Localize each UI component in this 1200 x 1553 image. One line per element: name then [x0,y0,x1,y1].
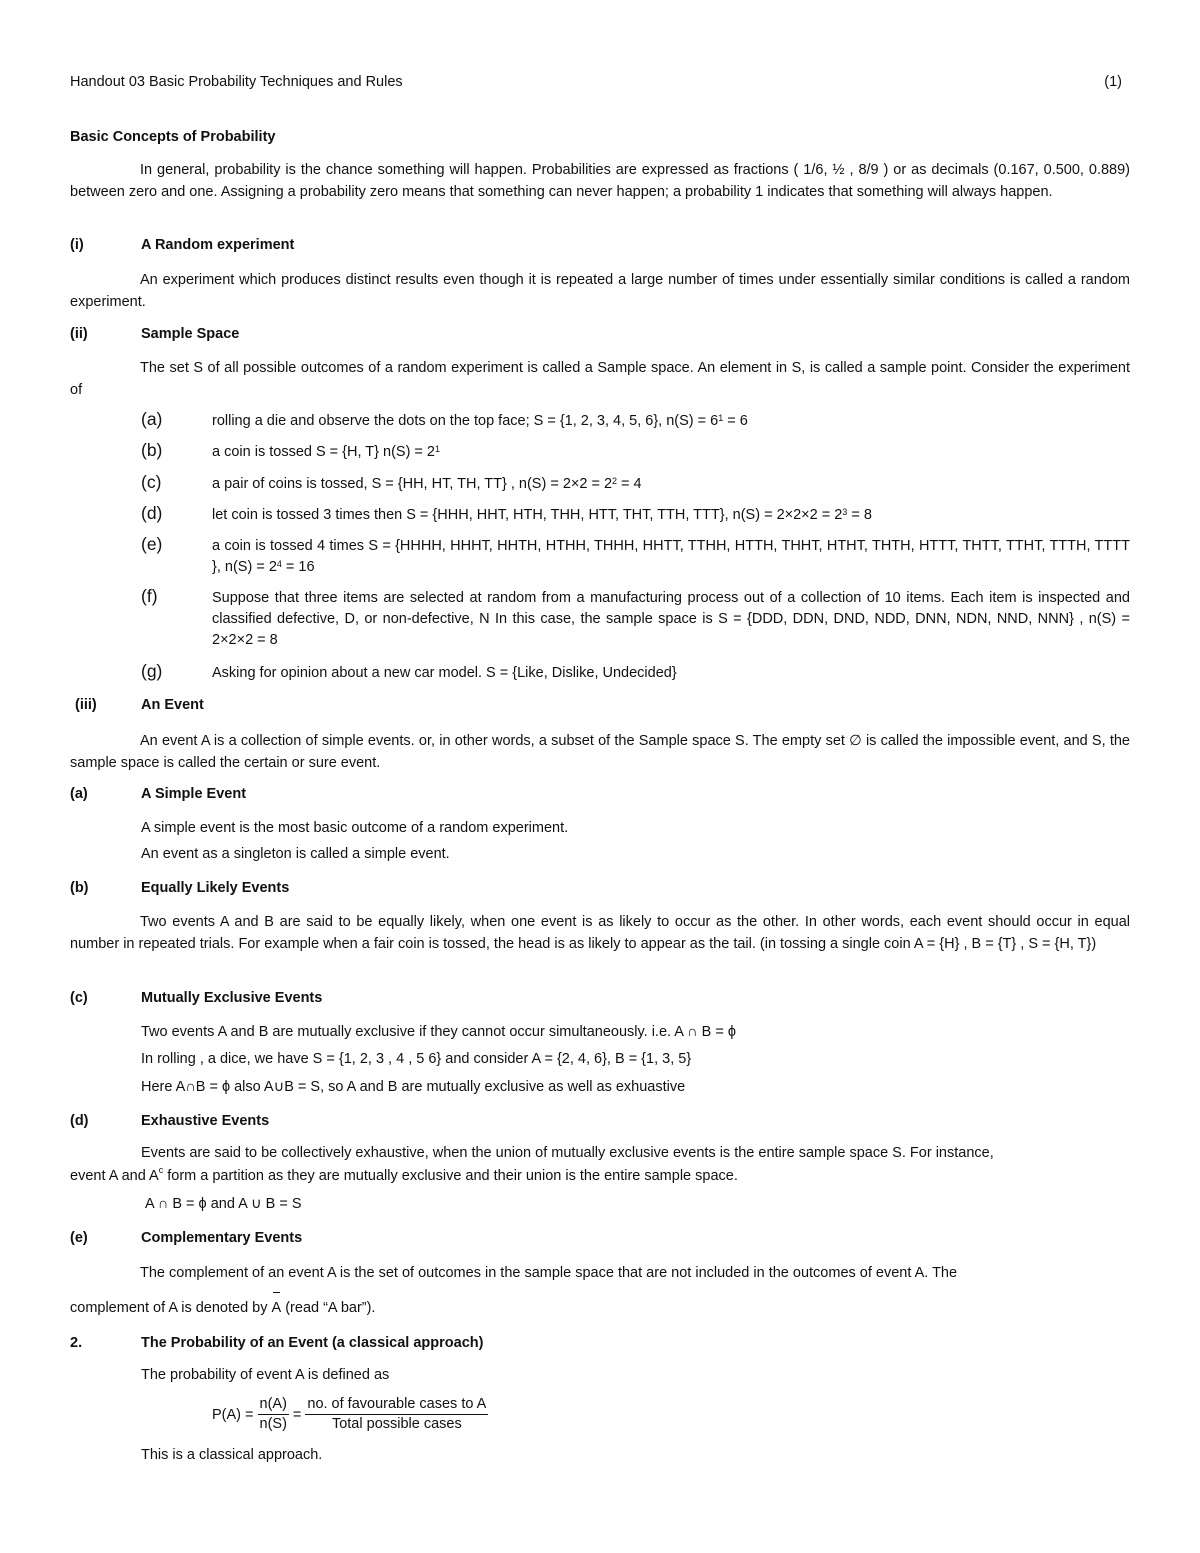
simple-event-line: An event as a singleton is called a simple event. [141,846,450,862]
exhaustive-formula: A ∩ B = ϕ and A ∪ B = S [145,1196,302,1212]
mutually-exclusive-line: In rolling , a dice, we have S = {1, 2, 3 , 4 , 5 6} and consider A = {2, 4, 6}, B = {1, 3, 5} [141,1051,692,1067]
header-title: Handout 03 Basic Probability Techniques and Rules [70,74,403,90]
fraction-denominator: Total possible cases [331,1416,462,1432]
section-number: (b) [70,880,89,896]
example-text: rolling a die and observe the dots on the top face; S = {1, 2, 3, 4, 5, 6}, $n(S) = 6^1 = 6$ [212,413,748,429]
section-number: (i) [70,237,84,253]
example-label: (g) [141,661,163,681]
random-experiment-text: An experiment which produces distinct results even though it is repeated a large number of times under essentially similar conditions is called a random experiment. [70,272,1130,310]
sample-space-text: The set S of all possible outcomes of a random experiment is called a Sample space. An element in S, is called a sample point. Consider the experiment of [70,360,1130,398]
section-title: Exhaustive Events [141,1113,270,1129]
example-label: (e) [141,534,163,554]
probability-formula [212,1395,488,1434]
fraction-numerator: no. of favourable cases to A [305,1395,488,1415]
fraction-denominator: n(S) [259,1416,287,1432]
complementary-text: The complement of an event A is the set of outcomes in the sample space that are not included in the outcomes of event A. The [140,1265,958,1281]
section-title: Mutually Exclusive Events [141,990,323,1006]
example-label: (b) [141,440,163,460]
fraction-cases [305,1395,488,1434]
section-title: Equally Likely Events [141,880,290,896]
example-label: (c) [141,472,162,492]
section-title: A Random experiment [141,237,295,253]
example-text: Asking for opinion about a new car model. S = {Like, Dislike, Undecided} [212,665,677,681]
example-label: (d) [141,503,163,523]
probability-intro: The probability of event A is defined as [141,1367,390,1383]
mutually-exclusive-line: Here A∩B = ϕ also A∪B = S, so A and B are mutually exclusive as well as exhuastive [141,1079,686,1095]
example-text: a coin is tossed S = {H, T} $n(S) = 2^1$ [212,444,441,460]
section-number: (d) [70,1113,89,1129]
fraction-nA-nS [258,1395,289,1434]
example-label: (f) [141,586,158,606]
complementary-text: complement of A is denoted by A (read “A bar”). [70,1300,376,1316]
a-bar-symbol: A [271,1300,282,1316]
section-number: (iii) [75,697,97,713]
mutually-exclusive-line: Two events A and B are mutually exclusive if they cannot occur simultaneously. i.e. A ∩ B = ϕ [141,1024,736,1040]
fraction-numerator: n(A) [258,1395,289,1415]
section-title: Sample Space [141,326,240,342]
page-number: (1) [1104,74,1122,90]
event-text: An event A is a collection of simple events. or, in other words, a subset of the Sample space S. The empty set ∅ is called the impossible event, and S, the sample space is called the certain or sure event. [70,733,1130,771]
example-text: let coin is tossed 3 times then S = {HHH, HHT, HTH, THH, HTT, THT, TTH, TTT}, $n(S) = 2\times 2\times 2 = 2^3 = 8$ [212,507,872,523]
example-text: Suppose that three items are selected at random from a manufacturing process out of a collection of 10 items. Each item is inspected and classified defective, D, or non-defective, N In this case, the sample space is S = {DDD, DDN, DND, NDD, DNN, NDN, NND, NNN} , n(S) = 2×2×2 = 8 [212,590,1130,648]
intro-paragraph: In general, probability is the chance something will happen. Probabilities are expressed as fractions ( 1/6, ½ , 8/9 ) or as decimals (0.167, 0.500, 0.889) between zero and one. Assigning a probability zero means that something can never happen; a probability 1 indicates that something will always happen. [70,162,1130,200]
section-title: An Event [141,697,204,713]
equally-likely-text: Two events A and B are said to be equally likely, when one event is as likely to occur as the other. In other words, each event should occur in equal number in repeated trials. For example when a fair coin is tossed, the head is as likely to appear as the tail. (in tossing a single coin A = {H} , B = {T} , S = {H, T}) [70,914,1130,952]
formula-lhs: P(A) = [212,1406,254,1423]
exhaustive-text: event A and $A^c$ form a partition as they are mutually exclusive and their union is the entire sample space. [70,1165,738,1184]
section-title: A Simple Event [141,786,247,802]
section-number: (c) [70,990,88,1006]
section-number: (a) [70,786,88,802]
section-number: (e) [70,1230,88,1246]
probability-outro: This is a classical approach. [141,1447,323,1463]
section-heading: Basic Concepts of Probability [70,129,276,145]
formula-equals: = [292,1406,302,1423]
example-text: a pair of coins is tossed, S = {HH, HT, TH, TT} , $n(S) = 2\times 2 = 2^2 = 4$ [212,476,642,492]
section-number: (ii) [70,326,88,342]
example-label: (a) [141,409,163,429]
example-text: a coin is tossed 4 times S = {HHHH, HHHT, HHTH, HTHH, THHH, HHTT, TTHH, HTTH, THHT, HTHT, THTH, HTTT, THTT, TTHT, TTTH, TTTT }, $n(S) = 2^4 = 16$ [212,538,1130,575]
section-number: 2. [70,1335,83,1351]
section-title: Complementary Events [141,1230,303,1246]
section-title: The Probability of an Event (a classical approach) [141,1335,484,1351]
exhaustive-text: Events are said to be collectively exhaustive, when the union of mutually exclusive events is the entire sample space S. For instance, [141,1145,994,1161]
simple-event-line: A simple event is the most basic outcome of a random experiment. [141,820,569,836]
